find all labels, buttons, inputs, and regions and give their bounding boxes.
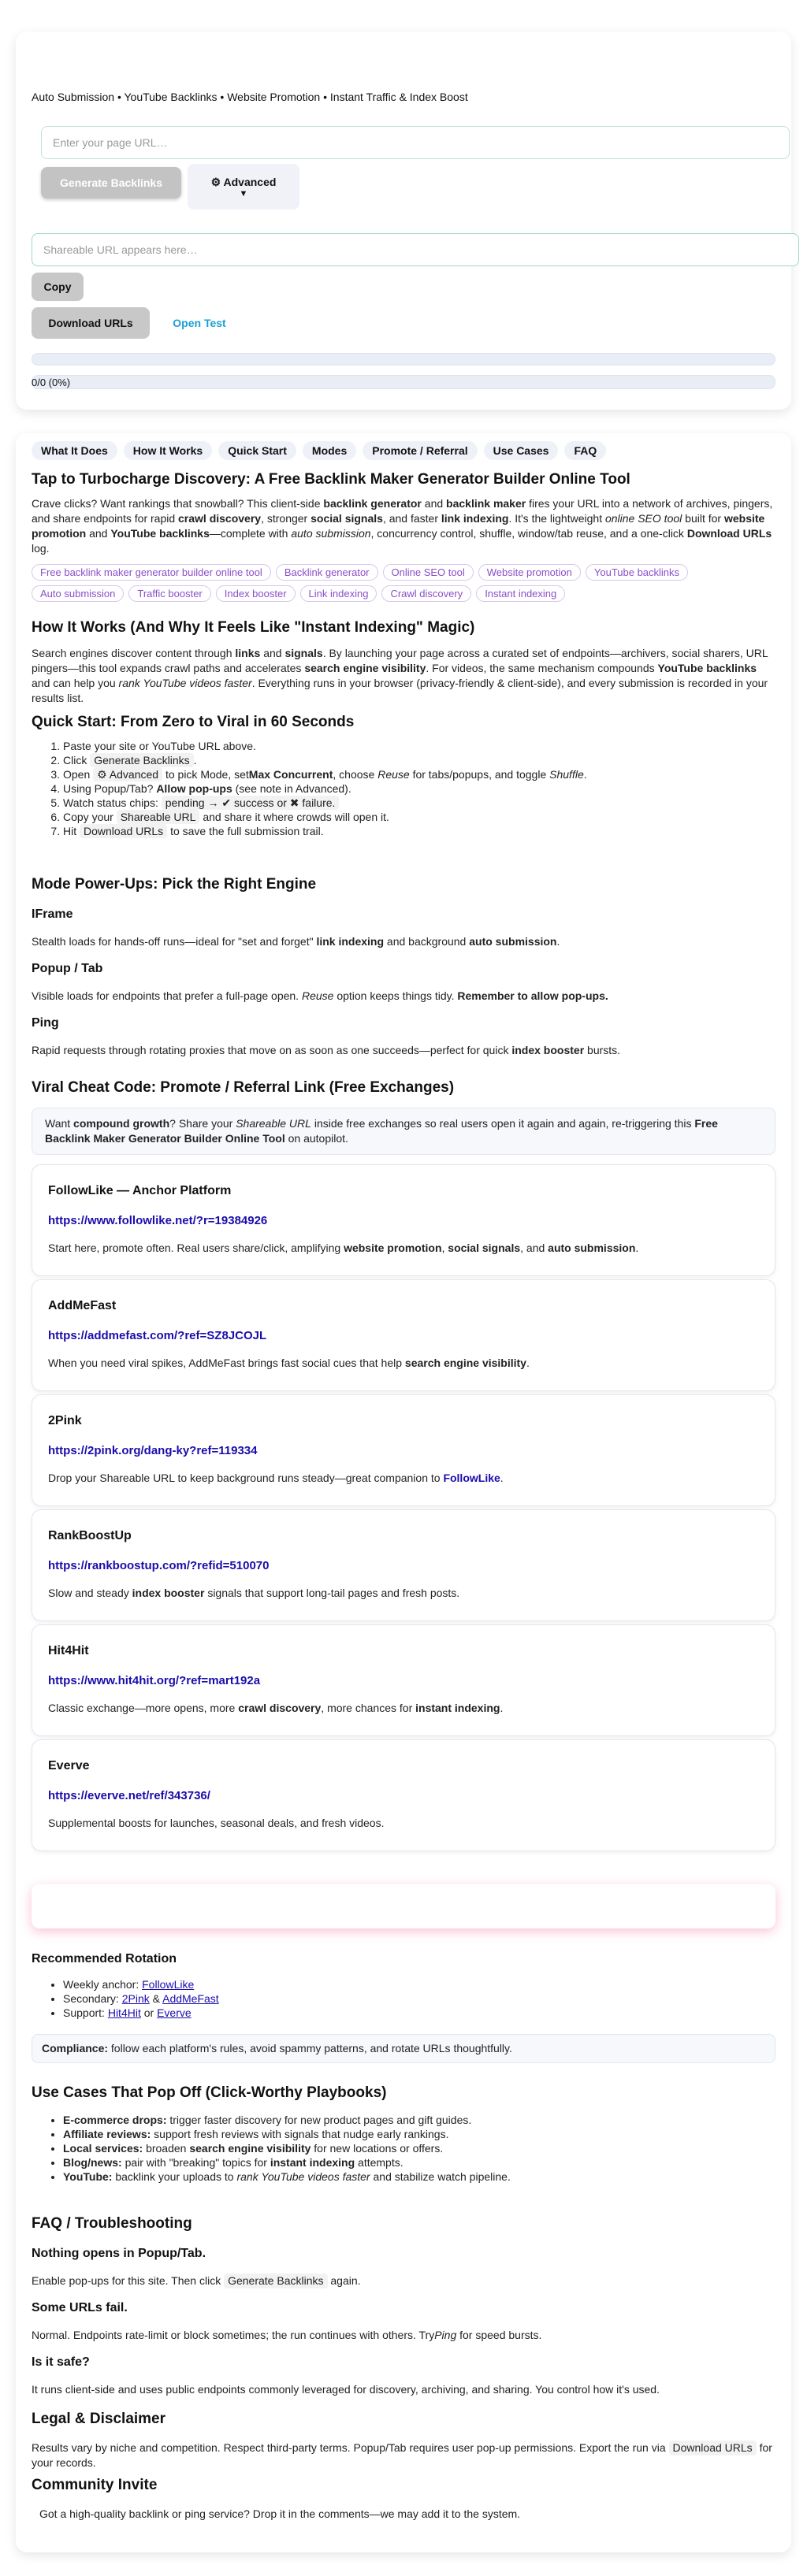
- faq-title: FAQ / Troubleshooting: [32, 2215, 192, 2232]
- 2pink-link[interactable]: 2Pink: [121, 1992, 150, 2005]
- keyword-chip: Traffic booster: [128, 585, 210, 602]
- list-item: • E-commerce drops: trigger faster discovery for new product pages and gift guides.: [63, 2113, 775, 2127]
- compliance-note: Compliance: follow each platform's rules, avoid spammy patterns, and rotate URLs thoughtfully.: [32, 2034, 775, 2063]
- platform-name: 2Pink: [48, 1414, 82, 1427]
- generate-backlinks-button[interactable]: Generate Backlinks: [41, 167, 181, 199]
- platform-name: Hit4Hit: [48, 1644, 89, 1657]
- keyword-chip: Auto submission: [32, 585, 124, 602]
- list-item: • Secondary: 2Pink & AddMeFast: [63, 1991, 775, 2006]
- usecases-title: Use Cases That Pop Off (Click-Worthy Playbooks): [32, 2084, 387, 2101]
- faq-question: Is it safe?: [32, 2355, 90, 2369]
- what-it-does-section: [32, 471, 775, 602]
- download-urls-button[interactable]: Download URLs: [32, 307, 150, 339]
- platform-list: [32, 1164, 775, 1873]
- platform-card-rankboostup: [32, 1509, 775, 1621]
- tab-how-it-works[interactable]: How It Works: [124, 441, 212, 460]
- legal-section: [32, 2411, 775, 2470]
- quick-start-section: [32, 714, 775, 838]
- platform-name: RankBoostUp: [48, 1529, 132, 1542]
- tab-faq[interactable]: FAQ: [564, 441, 606, 460]
- legal-title: Legal & Disclaimer: [32, 2411, 166, 2427]
- pink-highlight-box: [32, 1884, 775, 1928]
- platform-desc: Classic exchange—more opens, more crawl discovery, more chances for instant indexing.: [48, 1702, 504, 1714]
- use-cases-section: [32, 2084, 775, 2184]
- platform-desc: Supplemental boosts for launches, seasonal deals, and fresh videos.: [48, 1817, 385, 1829]
- page-url-input[interactable]: Enter your page URL…: [41, 126, 790, 159]
- community-section: [32, 2477, 775, 2522]
- shareable-url-field[interactable]: Shareable URL appears here…: [32, 233, 799, 266]
- keyword-chip: Crawl discovery: [381, 585, 471, 602]
- tab-use-cases[interactable]: Use Cases: [484, 441, 559, 460]
- list-item: • Local services: broaden search engine visibility for new locations or offers.: [63, 2141, 775, 2155]
- chevron-down-icon: ▼: [239, 188, 248, 199]
- content-panel: [16, 433, 791, 2552]
- platform-desc: Start here, promote often. Real users share/click, amplifying website promotion, social signals, and auto submission.: [48, 1242, 639, 1254]
- list-item: 5. Watch status chips: pending → ✔ success or ✖ failure.: [63, 796, 775, 810]
- quick-steps: [32, 739, 775, 838]
- platform-link[interactable]: https://www.followlike.net/?r=19384926: [48, 1214, 268, 1227]
- community-text: Got a high-quality backlink or ping service? Drop it in the comments—we may add it to the system.: [39, 2507, 521, 2520]
- keyword-chip: Free backlink maker generator builder online tool: [32, 564, 271, 581]
- popup-text: Visible loads for endpoints that prefer a full-page open. Reuse option keeps things tidy. Remember to allow pop-ups.: [32, 989, 608, 1002]
- community-title: Community Invite: [32, 2477, 158, 2493]
- platform-desc: Slow and steady index booster signals that support long-tail pages and fresh posts.: [48, 1587, 460, 1599]
- promote-section: [32, 1079, 775, 1155]
- keyword-chip: Online SEO tool: [383, 564, 474, 581]
- legal-text: Results vary by niche and competition. Respect third-party terms. Popup/Tab requires user pop-up permissions. Export the run via Download URLs for your records.: [32, 2441, 772, 2469]
- platform-name: FollowLike — Anchor Platform: [48, 1184, 232, 1197]
- platform-name: Everve: [48, 1759, 90, 1772]
- iframe-text: Stealth loads for hands-off runs—ideal for "set and forget" link indexing and background auto submission.: [32, 935, 560, 948]
- copy-button[interactable]: Copy: [32, 273, 84, 301]
- keyword-chip: Website promotion: [478, 564, 581, 581]
- how-title: How It Works (And Why It Feels Like "Instant Indexing" Magic): [32, 619, 475, 636]
- backlink-tool-panel: [16, 32, 791, 410]
- tab-what-it-does[interactable]: What It Does: [32, 441, 117, 460]
- followlike-link[interactable]: FollowLike: [443, 1472, 500, 1484]
- platform-desc: When you need viral spikes, AddMeFast brings fast social cues that help search engine visibility.: [48, 1357, 530, 1369]
- keyword-chip: YouTube backlinks: [586, 564, 688, 581]
- list-item: • Support: Hit4Hit or Everve: [63, 2006, 775, 2020]
- tab-quick-start[interactable]: Quick Start: [218, 441, 296, 460]
- open-test-button[interactable]: Open Test: [173, 317, 226, 329]
- how-paragraph: Search engines discover content through links and signals. By launching your page across a curated set of endpoints—archivers, social sharers, URL pingers—this tool expands crawl paths and accelerates search engine visibility. For videos, the same mechanism compounds YouTube backlinks and can help you rank YouTube videos faster. Everything runs in your browser (privacy-friendly & client-side), and every submission is recorded in your results list.: [32, 647, 768, 704]
- platform-card-followlike: [32, 1164, 775, 1276]
- hit4hit-link[interactable]: Hit4Hit: [107, 2006, 141, 2019]
- ping-title: Ping: [32, 1016, 59, 1030]
- modes-section: [32, 876, 775, 1058]
- faq-question: Some URLs fail.: [32, 2301, 128, 2314]
- list-item: 6. Copy your Shareable URL and share it where crowds will open it.: [63, 810, 775, 824]
- platform-desc: Drop your Shareable URL to keep background runs steady—great companion to FollowLike.: [48, 1472, 504, 1484]
- keyword-chip: Index booster: [216, 585, 296, 602]
- section-tabs: [32, 441, 606, 460]
- tab-promote-referral[interactable]: Promote / Referral: [363, 441, 477, 460]
- platform-name: AddMeFast: [48, 1299, 117, 1312]
- faq-section: [32, 2215, 775, 2397]
- faq-question: Nothing opens in Popup/Tab.: [32, 2247, 206, 2260]
- platform-link[interactable]: https://rankboostup.com/?refid=510070: [48, 1559, 270, 1572]
- what-title: Tap to Turbocharge Discovery: A Free Backlink Maker Generator Builder Online Tool: [32, 471, 630, 488]
- faq-answer: It runs client-side and uses public endpoints commonly leveraged for discovery, archiving, and sharing. You control how it's used.: [32, 2383, 660, 2396]
- modes-title: Mode Power-Ups: Pick the Right Engine: [32, 876, 317, 893]
- platform-card-addmefast: [32, 1279, 775, 1391]
- platform-link[interactable]: https://www.hit4hit.org/?ref=mart192a: [48, 1674, 261, 1687]
- addmefast-link[interactable]: AddMeFast: [162, 1992, 219, 2005]
- promote-note: Want compound growth? Share your Shareable URL inside free exchanges so real users open it again and again, re-triggering this Free Backlink Maker Generator Builder Online Tool on autopilot.: [32, 1108, 775, 1155]
- keyword-chips: [32, 564, 775, 602]
- list-item: 4. Using Popup/Tab? Allow pop-ups (see note in Advanced).: [63, 781, 775, 796]
- rotation-list: [32, 1977, 775, 2020]
- faq-answer: Enable pop-ups for this site. Then click Generate Backlinks again.: [32, 2274, 361, 2287]
- list-item: • Affiliate reviews: support fresh reviews with signals that nudge early rankings.: [63, 2127, 775, 2141]
- keyword-chip: Link indexing: [300, 585, 377, 602]
- promote-title: Viral Cheat Code: Promote / Referral Link (Free Exchanges): [32, 1079, 455, 1096]
- platform-link[interactable]: https://addmefast.com/?ref=SZ8JCOJL: [48, 1329, 267, 1342]
- keyword-chip: Backlink generator: [276, 564, 378, 581]
- ping-text: Rapid requests through rotating proxies that move on as soon as one succeeds—perfect for quick index booster bursts.: [32, 1044, 621, 1056]
- iframe-title: IFrame: [32, 908, 73, 921]
- usecases-list: [32, 2113, 775, 2184]
- list-item: 3. Open ⚙ Advanced to pick Mode, setMax Concurrent, choose Reuse for tabs/popups, and toggle Shuffle.: [63, 767, 775, 781]
- platform-card-everve: [32, 1739, 775, 1851]
- how-it-works-section: [32, 619, 775, 706]
- list-item: • Blog/news: pair with "breaking" topics for instant indexing attempts.: [63, 2155, 775, 2170]
- progress-track: [32, 375, 775, 389]
- popup-title: Popup / Tab: [32, 962, 103, 975]
- faq-answer: Normal. Endpoints rate-limit or block sometimes; the run continues with others. TryPing for speed bursts.: [32, 2329, 542, 2341]
- rotation-section: [32, 1952, 775, 2063]
- platform-card-2pink: [32, 1394, 775, 1506]
- progress-text: 0/0 (0%): [32, 377, 71, 388]
- everve-link[interactable]: Everve: [157, 2006, 192, 2019]
- advanced-label: ⚙ Advanced: [210, 175, 277, 188]
- platform-link[interactable]: https://2pink.org/dang-ky?ref=119334: [48, 1444, 258, 1457]
- platform-card-hit4hit: [32, 1624, 775, 1736]
- rotation-title: Recommended Rotation: [32, 1952, 177, 1965]
- tab-modes[interactable]: Modes: [303, 441, 356, 460]
- tool-subtitle: Auto Submission • YouTube Backlinks • Website Promotion • Instant Traffic & Index Boost: [32, 91, 468, 103]
- advanced-toggle-button[interactable]: [188, 164, 299, 210]
- platform-link[interactable]: https://everve.net/ref/343736/: [48, 1789, 210, 1802]
- list-item: 2. Click Generate Backlinks .: [63, 753, 775, 767]
- list-item: • Weekly anchor: FollowLike: [63, 1977, 775, 1991]
- quick-title: Quick Start: From Zero to Viral in 60 Seconds: [32, 714, 355, 730]
- list-item: 1. Paste your site or YouTube URL above.: [63, 739, 775, 753]
- keyword-chip: Instant indexing: [476, 585, 565, 602]
- followlike-link[interactable]: FollowLike: [142, 1978, 195, 1991]
- list-item: • YouTube: backlink your uploads to rank YouTube videos faster and stabilize watch pipeline.: [63, 2170, 775, 2184]
- progress-bar: [32, 353, 775, 366]
- what-paragraph: Crave clicks? Want rankings that snowball? This client-side backlink generator and backlink maker fires your URL into a network of archives, pingers, and share endpoints for rapid crawl discovery, stronger social signals, and faster link indexing. It's the lightweight online SEO tool built for website promotion and YouTube backlinks—complete with auto submission, concurrency control, shuffle, window/tab reuse, and a one-click Download URLs log.: [32, 497, 773, 555]
- list-item: 7. Hit Download URLs to save the full submission trail.: [63, 824, 775, 838]
